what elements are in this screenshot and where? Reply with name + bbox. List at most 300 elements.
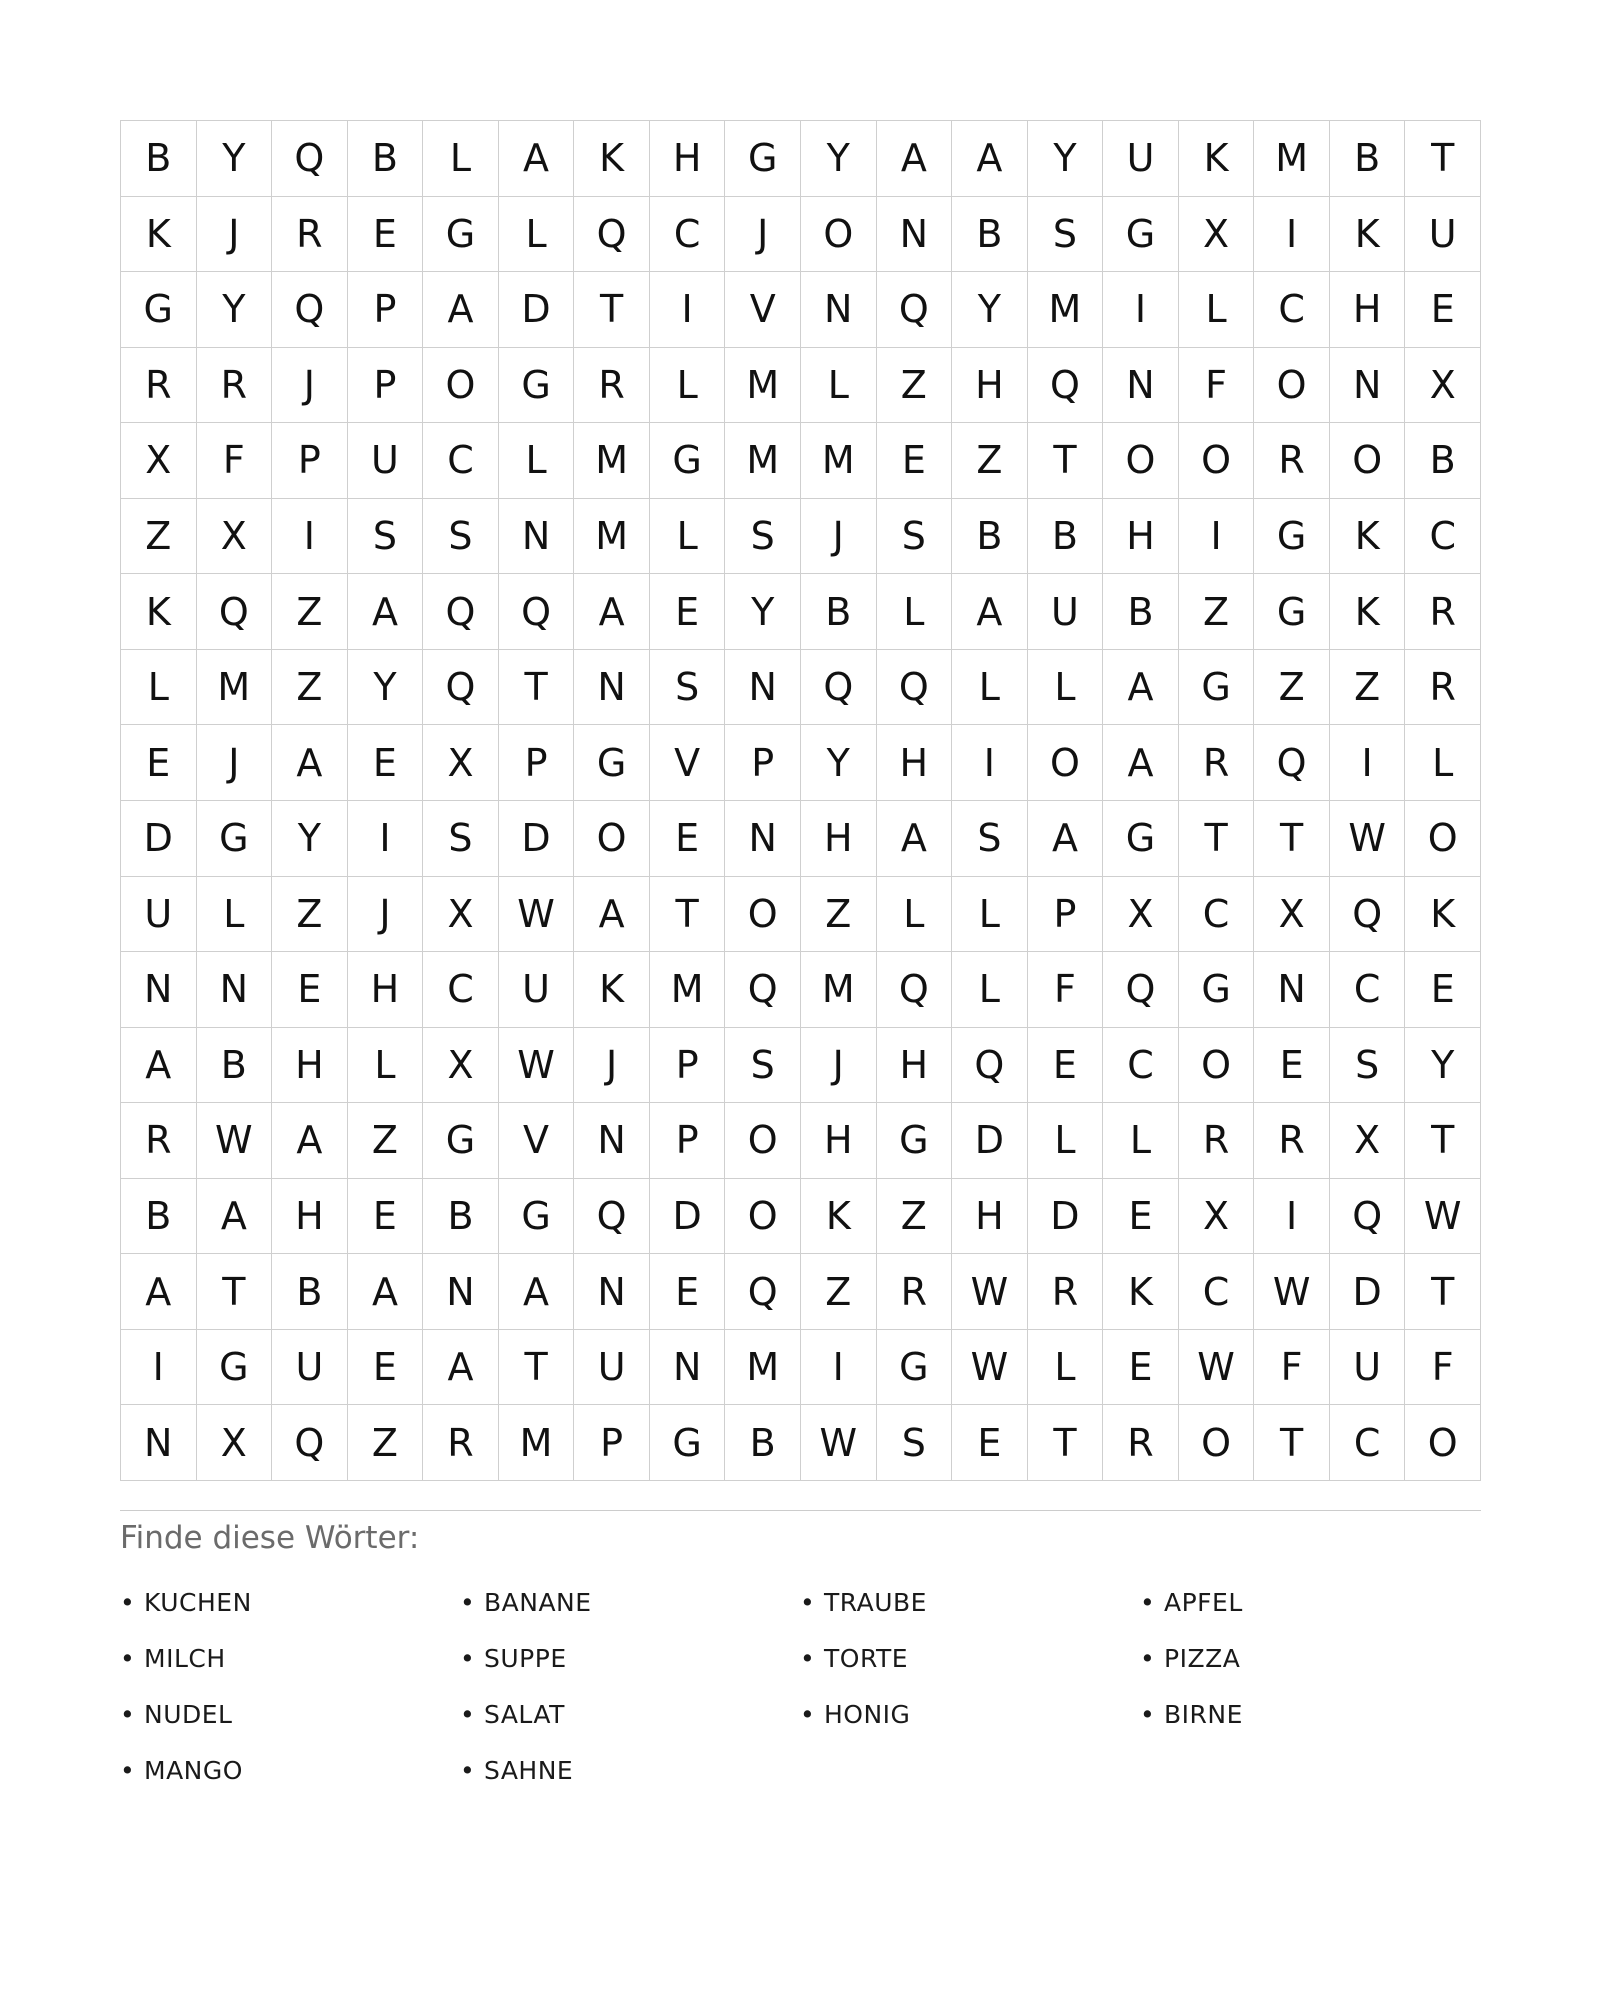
grid-cell[interactable]: X [1103, 877, 1179, 953]
grid-cell[interactable]: S [1028, 197, 1104, 273]
grid-cell[interactable]: C [423, 952, 499, 1028]
grid-cell[interactable]: O [1028, 725, 1104, 801]
grid-cell[interactable]: N [423, 1254, 499, 1330]
grid-cell[interactable]: G [1254, 499, 1330, 575]
grid-cell[interactable]: V [650, 725, 726, 801]
grid-cell[interactable]: Z [348, 1405, 424, 1481]
grid-cell[interactable]: I [1103, 272, 1179, 348]
grid-cell[interactable]: Y [197, 272, 273, 348]
grid-cell[interactable]: K [1179, 121, 1255, 197]
grid-cell[interactable]: G [499, 348, 575, 424]
grid-cell[interactable]: K [574, 952, 650, 1028]
grid-cell[interactable]: Y [725, 574, 801, 650]
grid-cell[interactable]: R [1103, 1405, 1179, 1481]
grid-cell[interactable]: U [348, 423, 424, 499]
grid-cell[interactable]: H [801, 1103, 877, 1179]
grid-cell[interactable]: E [952, 1405, 1028, 1481]
grid-cell[interactable]: G [877, 1330, 953, 1406]
grid-cell[interactable]: Y [801, 725, 877, 801]
grid-cell[interactable]: N [725, 650, 801, 726]
grid-cell[interactable]: B [1028, 499, 1104, 575]
grid-cell[interactable]: S [1330, 1028, 1406, 1104]
grid-cell[interactable]: D [1028, 1179, 1104, 1255]
grid-cell[interactable]: T [650, 877, 726, 953]
grid-cell[interactable]: N [499, 499, 575, 575]
grid-cell[interactable]: G [725, 121, 801, 197]
grid-cell[interactable]: T [1028, 423, 1104, 499]
grid-cell[interactable]: L [877, 877, 953, 953]
grid-cell[interactable]: B [1103, 574, 1179, 650]
grid-cell[interactable]: A [574, 877, 650, 953]
grid-cell[interactable]: A [1103, 725, 1179, 801]
grid-cell[interactable]: S [877, 499, 953, 575]
grid-cell[interactable]: T [1405, 121, 1481, 197]
grid-cell[interactable]: B [801, 574, 877, 650]
grid-cell[interactable]: A [877, 121, 953, 197]
grid-cell[interactable]: I [801, 1330, 877, 1406]
grid-cell[interactable]: Q [197, 574, 273, 650]
grid-cell[interactable]: R [121, 348, 197, 424]
grid-cell[interactable]: L [1179, 272, 1255, 348]
grid-cell[interactable]: H [952, 348, 1028, 424]
grid-cell[interactable]: B [952, 499, 1028, 575]
grid-cell[interactable]: Q [952, 1028, 1028, 1104]
grid-cell[interactable]: U [1405, 197, 1481, 273]
grid-cell[interactable]: M [574, 423, 650, 499]
grid-cell[interactable]: G [197, 1330, 273, 1406]
grid-cell[interactable]: M [574, 499, 650, 575]
grid-cell[interactable]: S [423, 499, 499, 575]
grid-cell[interactable]: Q [272, 121, 348, 197]
grid-cell[interactable]: F [197, 423, 273, 499]
grid-cell[interactable]: O [1179, 1405, 1255, 1481]
grid-cell[interactable]: R [1254, 423, 1330, 499]
grid-cell[interactable]: C [650, 197, 726, 273]
grid-cell[interactable]: J [197, 197, 273, 273]
grid-cell[interactable]: A [348, 574, 424, 650]
grid-cell[interactable]: Q [877, 272, 953, 348]
grid-cell[interactable]: R [1179, 1103, 1255, 1179]
grid-cell[interactable]: G [121, 272, 197, 348]
grid-cell[interactable]: I [272, 499, 348, 575]
grid-cell[interactable]: D [121, 801, 197, 877]
grid-cell[interactable]: K [801, 1179, 877, 1255]
grid-cell[interactable]: I [121, 1330, 197, 1406]
grid-cell[interactable]: J [272, 348, 348, 424]
grid-cell[interactable]: E [272, 952, 348, 1028]
grid-cell[interactable]: X [423, 1028, 499, 1104]
grid-cell[interactable]: C [1179, 877, 1255, 953]
grid-cell[interactable]: M [197, 650, 273, 726]
grid-cell[interactable]: E [348, 197, 424, 273]
grid-cell[interactable]: B [725, 1405, 801, 1481]
grid-cell[interactable]: W [499, 877, 575, 953]
grid-cell[interactable]: O [725, 877, 801, 953]
grid-cell[interactable]: N [574, 1103, 650, 1179]
grid-cell[interactable]: G [877, 1103, 953, 1179]
grid-cell[interactable]: R [1254, 1103, 1330, 1179]
grid-cell[interactable]: C [1179, 1254, 1255, 1330]
grid-cell[interactable]: B [121, 121, 197, 197]
grid-cell[interactable]: X [423, 877, 499, 953]
grid-cell[interactable]: J [801, 499, 877, 575]
grid-cell[interactable]: N [197, 952, 273, 1028]
grid-cell[interactable]: X [1179, 197, 1255, 273]
grid-cell[interactable]: P [574, 1405, 650, 1481]
grid-cell[interactable]: L [197, 877, 273, 953]
grid-cell[interactable]: L [348, 1028, 424, 1104]
grid-cell[interactable]: N [121, 952, 197, 1028]
grid-cell[interactable]: Q [574, 197, 650, 273]
grid-cell[interactable]: Q [1330, 1179, 1406, 1255]
grid-cell[interactable]: L [121, 650, 197, 726]
grid-cell[interactable]: D [1330, 1254, 1406, 1330]
grid-cell[interactable]: C [1254, 272, 1330, 348]
grid-cell[interactable]: Q [1254, 725, 1330, 801]
grid-cell[interactable]: W [1330, 801, 1406, 877]
grid-cell[interactable]: S [650, 650, 726, 726]
grid-cell[interactable]: A [348, 1254, 424, 1330]
grid-cell[interactable]: H [877, 1028, 953, 1104]
grid-cell[interactable]: S [877, 1405, 953, 1481]
grid-cell[interactable]: Q [801, 650, 877, 726]
grid-cell[interactable]: L [650, 348, 726, 424]
grid-cell[interactable]: R [1405, 650, 1481, 726]
grid-cell[interactable]: Z [272, 650, 348, 726]
grid-cell[interactable]: A [272, 1103, 348, 1179]
grid-cell[interactable]: Z [348, 1103, 424, 1179]
grid-cell[interactable]: N [574, 1254, 650, 1330]
grid-cell[interactable]: O [423, 348, 499, 424]
grid-cell[interactable]: R [877, 1254, 953, 1330]
grid-cell[interactable]: M [1028, 272, 1104, 348]
grid-cell[interactable]: H [272, 1179, 348, 1255]
grid-cell[interactable]: E [348, 1330, 424, 1406]
grid-cell[interactable]: Z [801, 877, 877, 953]
grid-cell[interactable]: N [1103, 348, 1179, 424]
grid-cell[interactable]: R [1179, 725, 1255, 801]
grid-cell[interactable]: P [650, 1103, 726, 1179]
grid-cell[interactable]: P [650, 1028, 726, 1104]
grid-cell[interactable]: O [1179, 1028, 1255, 1104]
grid-cell[interactable]: Q [725, 1254, 801, 1330]
grid-cell[interactable]: W [499, 1028, 575, 1104]
grid-cell[interactable]: B [121, 1179, 197, 1255]
grid-cell[interactable]: N [725, 801, 801, 877]
grid-cell[interactable]: E [650, 1254, 726, 1330]
grid-cell[interactable]: J [801, 1028, 877, 1104]
grid-cell[interactable]: Q [272, 1405, 348, 1481]
grid-cell[interactable]: S [952, 801, 1028, 877]
grid-cell[interactable]: H [877, 725, 953, 801]
grid-cell[interactable]: F [1179, 348, 1255, 424]
grid-cell[interactable]: N [650, 1330, 726, 1406]
grid-cell[interactable]: T [1028, 1405, 1104, 1481]
grid-cell[interactable]: B [1330, 121, 1406, 197]
grid-cell[interactable]: P [272, 423, 348, 499]
grid-cell[interactable]: X [197, 1405, 273, 1481]
grid-cell[interactable]: E [1405, 952, 1481, 1028]
grid-cell[interactable]: I [1179, 499, 1255, 575]
grid-cell[interactable]: A [877, 801, 953, 877]
grid-cell[interactable]: W [801, 1405, 877, 1481]
grid-cell[interactable]: R [423, 1405, 499, 1481]
grid-cell[interactable]: E [650, 801, 726, 877]
grid-cell[interactable]: M [725, 423, 801, 499]
grid-cell[interactable]: L [1405, 725, 1481, 801]
grid-cell[interactable]: A [423, 1330, 499, 1406]
grid-cell[interactable]: Z [801, 1254, 877, 1330]
grid-cell[interactable]: Q [423, 650, 499, 726]
grid-cell[interactable]: Z [1330, 650, 1406, 726]
grid-cell[interactable]: C [1405, 499, 1481, 575]
grid-cell[interactable]: B [348, 121, 424, 197]
grid-cell[interactable]: I [1254, 197, 1330, 273]
grid-cell[interactable]: B [423, 1179, 499, 1255]
grid-cell[interactable]: N [1254, 952, 1330, 1028]
grid-cell[interactable]: I [1330, 725, 1406, 801]
grid-cell[interactable]: R [272, 197, 348, 273]
grid-cell[interactable]: W [197, 1103, 273, 1179]
grid-cell[interactable]: W [1405, 1179, 1481, 1255]
grid-cell[interactable]: D [499, 801, 575, 877]
grid-cell[interactable]: K [1330, 499, 1406, 575]
grid-cell[interactable]: U [1028, 574, 1104, 650]
grid-cell[interactable]: G [1254, 574, 1330, 650]
grid-cell[interactable]: I [1254, 1179, 1330, 1255]
grid-cell[interactable]: O [1254, 348, 1330, 424]
grid-cell[interactable]: H [1103, 499, 1179, 575]
grid-cell[interactable]: R [197, 348, 273, 424]
grid-cell[interactable]: L [877, 574, 953, 650]
grid-cell[interactable]: I [348, 801, 424, 877]
grid-cell[interactable]: Y [272, 801, 348, 877]
grid-cell[interactable]: T [1405, 1254, 1481, 1330]
grid-cell[interactable]: B [272, 1254, 348, 1330]
grid-cell[interactable]: G [650, 1405, 726, 1481]
grid-cell[interactable]: R [1405, 574, 1481, 650]
grid-cell[interactable]: K [1330, 574, 1406, 650]
grid-cell[interactable]: L [801, 348, 877, 424]
grid-cell[interactable]: W [952, 1330, 1028, 1406]
grid-cell[interactable]: O [1179, 423, 1255, 499]
grid-cell[interactable]: V [499, 1103, 575, 1179]
grid-cell[interactable]: P [348, 272, 424, 348]
grid-cell[interactable]: F [1254, 1330, 1330, 1406]
grid-cell[interactable]: O [725, 1179, 801, 1255]
grid-cell[interactable]: Q [499, 574, 575, 650]
grid-cell[interactable]: P [499, 725, 575, 801]
grid-cell[interactable]: K [574, 121, 650, 197]
grid-cell[interactable]: K [121, 197, 197, 273]
grid-cell[interactable]: S [725, 1028, 801, 1104]
grid-cell[interactable]: A [952, 574, 1028, 650]
grid-cell[interactable]: H [1330, 272, 1406, 348]
grid-cell[interactable]: Q [1103, 952, 1179, 1028]
grid-cell[interactable]: Z [877, 348, 953, 424]
grid-cell[interactable]: Y [1028, 121, 1104, 197]
grid-cell[interactable]: B [197, 1028, 273, 1104]
grid-cell[interactable]: F [1405, 1330, 1481, 1406]
grid-cell[interactable]: I [952, 725, 1028, 801]
grid-cell[interactable]: U [121, 877, 197, 953]
grid-cell[interactable]: T [499, 1330, 575, 1406]
grid-cell[interactable]: E [1028, 1028, 1104, 1104]
grid-cell[interactable]: A [499, 1254, 575, 1330]
grid-cell[interactable]: T [1254, 801, 1330, 877]
grid-cell[interactable]: U [1103, 121, 1179, 197]
grid-cell[interactable]: Y [197, 121, 273, 197]
grid-cell[interactable]: W [1179, 1330, 1255, 1406]
grid-cell[interactable]: O [1103, 423, 1179, 499]
grid-cell[interactable]: X [423, 725, 499, 801]
grid-cell[interactable]: A [574, 574, 650, 650]
grid-cell[interactable]: U [272, 1330, 348, 1406]
grid-cell[interactable]: K [1103, 1254, 1179, 1330]
grid-cell[interactable]: L [1028, 1330, 1104, 1406]
grid-cell[interactable]: U [499, 952, 575, 1028]
grid-cell[interactable]: Q [1330, 877, 1406, 953]
grid-cell[interactable]: D [952, 1103, 1028, 1179]
grid-cell[interactable]: X [1254, 877, 1330, 953]
grid-cell[interactable]: P [348, 348, 424, 424]
grid-cell[interactable]: Z [1254, 650, 1330, 726]
grid-cell[interactable]: M [801, 423, 877, 499]
grid-cell[interactable]: S [725, 499, 801, 575]
grid-cell[interactable]: G [423, 197, 499, 273]
grid-cell[interactable]: Z [272, 574, 348, 650]
grid-cell[interactable]: Z [1179, 574, 1255, 650]
grid-cell[interactable]: T [1405, 1103, 1481, 1179]
grid-cell[interactable]: A [197, 1179, 273, 1255]
grid-cell[interactable]: A [499, 121, 575, 197]
grid-cell[interactable]: M [801, 952, 877, 1028]
grid-cell[interactable]: O [1330, 423, 1406, 499]
grid-cell[interactable]: X [1179, 1179, 1255, 1255]
grid-cell[interactable]: G [1179, 952, 1255, 1028]
grid-cell[interactable]: E [1103, 1330, 1179, 1406]
grid-cell[interactable]: E [1405, 272, 1481, 348]
grid-cell[interactable]: E [650, 574, 726, 650]
grid-cell[interactable]: T [197, 1254, 273, 1330]
grid-cell[interactable]: L [952, 952, 1028, 1028]
grid-cell[interactable]: L [952, 877, 1028, 953]
grid-cell[interactable]: Q [877, 952, 953, 1028]
grid-cell[interactable]: A [1028, 801, 1104, 877]
grid-cell[interactable]: G [1179, 650, 1255, 726]
grid-cell[interactable]: A [272, 725, 348, 801]
grid-cell[interactable]: T [1254, 1405, 1330, 1481]
grid-cell[interactable]: J [348, 877, 424, 953]
grid-cell[interactable]: H [952, 1179, 1028, 1255]
grid-cell[interactable]: Z [121, 499, 197, 575]
grid-cell[interactable]: Y [801, 121, 877, 197]
grid-cell[interactable]: P [725, 725, 801, 801]
grid-cell[interactable]: K [1330, 197, 1406, 273]
grid-cell[interactable]: H [801, 801, 877, 877]
grid-cell[interactable]: I [650, 272, 726, 348]
grid-cell[interactable]: X [197, 499, 273, 575]
grid-cell[interactable]: G [574, 725, 650, 801]
grid-cell[interactable]: E [348, 725, 424, 801]
grid-cell[interactable]: E [121, 725, 197, 801]
grid-cell[interactable]: N [801, 272, 877, 348]
grid-cell[interactable]: S [423, 801, 499, 877]
grid-cell[interactable]: C [1330, 952, 1406, 1028]
grid-cell[interactable]: R [121, 1103, 197, 1179]
grid-cell[interactable]: Z [877, 1179, 953, 1255]
grid-cell[interactable]: N [1330, 348, 1406, 424]
grid-cell[interactable]: Q [272, 272, 348, 348]
grid-cell[interactable]: O [1405, 801, 1481, 877]
grid-cell[interactable]: S [348, 499, 424, 575]
grid-cell[interactable]: M [725, 1330, 801, 1406]
grid-cell[interactable]: X [1405, 348, 1481, 424]
grid-cell[interactable]: H [348, 952, 424, 1028]
grid-cell[interactable]: P [1028, 877, 1104, 953]
grid-cell[interactable]: Y [348, 650, 424, 726]
grid-cell[interactable]: K [121, 574, 197, 650]
grid-cell[interactable]: O [1405, 1405, 1481, 1481]
grid-cell[interactable]: Q [574, 1179, 650, 1255]
grid-cell[interactable]: U [1330, 1330, 1406, 1406]
grid-cell[interactable]: Z [272, 877, 348, 953]
grid-cell[interactable]: M [1254, 121, 1330, 197]
grid-cell[interactable]: Z [952, 423, 1028, 499]
grid-cell[interactable]: A [1103, 650, 1179, 726]
grid-cell[interactable]: H [272, 1028, 348, 1104]
grid-cell[interactable]: N [877, 197, 953, 273]
grid-cell[interactable]: B [1405, 423, 1481, 499]
grid-cell[interactable]: H [650, 121, 726, 197]
grid-cell[interactable]: L [1103, 1103, 1179, 1179]
grid-cell[interactable]: A [121, 1028, 197, 1104]
grid-cell[interactable]: M [725, 348, 801, 424]
grid-cell[interactable]: E [877, 423, 953, 499]
grid-cell[interactable]: A [423, 272, 499, 348]
grid-cell[interactable]: Q [1028, 348, 1104, 424]
grid-cell[interactable]: J [574, 1028, 650, 1104]
grid-cell[interactable]: R [574, 348, 650, 424]
grid-cell[interactable]: E [348, 1179, 424, 1255]
grid-cell[interactable]: T [1179, 801, 1255, 877]
grid-cell[interactable]: Q [423, 574, 499, 650]
grid-cell[interactable]: V [725, 272, 801, 348]
grid-cell[interactable]: C [1330, 1405, 1406, 1481]
grid-cell[interactable]: N [574, 650, 650, 726]
grid-cell[interactable]: L [650, 499, 726, 575]
grid-cell[interactable]: C [1103, 1028, 1179, 1104]
grid-cell[interactable]: G [1103, 197, 1179, 273]
grid-cell[interactable]: A [121, 1254, 197, 1330]
grid-cell[interactable]: D [499, 272, 575, 348]
grid-cell[interactable]: L [1028, 1103, 1104, 1179]
grid-cell[interactable]: G [197, 801, 273, 877]
grid-cell[interactable]: R [1028, 1254, 1104, 1330]
grid-cell[interactable]: M [650, 952, 726, 1028]
grid-cell[interactable]: J [197, 725, 273, 801]
grid-cell[interactable]: T [574, 272, 650, 348]
grid-cell[interactable]: Q [877, 650, 953, 726]
grid-cell[interactable]: X [1330, 1103, 1406, 1179]
grid-cell[interactable]: O [725, 1103, 801, 1179]
grid-cell[interactable]: G [499, 1179, 575, 1255]
grid-cell[interactable]: L [952, 650, 1028, 726]
grid-cell[interactable]: M [499, 1405, 575, 1481]
grid-cell[interactable]: L [499, 423, 575, 499]
grid-cell[interactable]: E [1103, 1179, 1179, 1255]
grid-cell[interactable]: C [423, 423, 499, 499]
